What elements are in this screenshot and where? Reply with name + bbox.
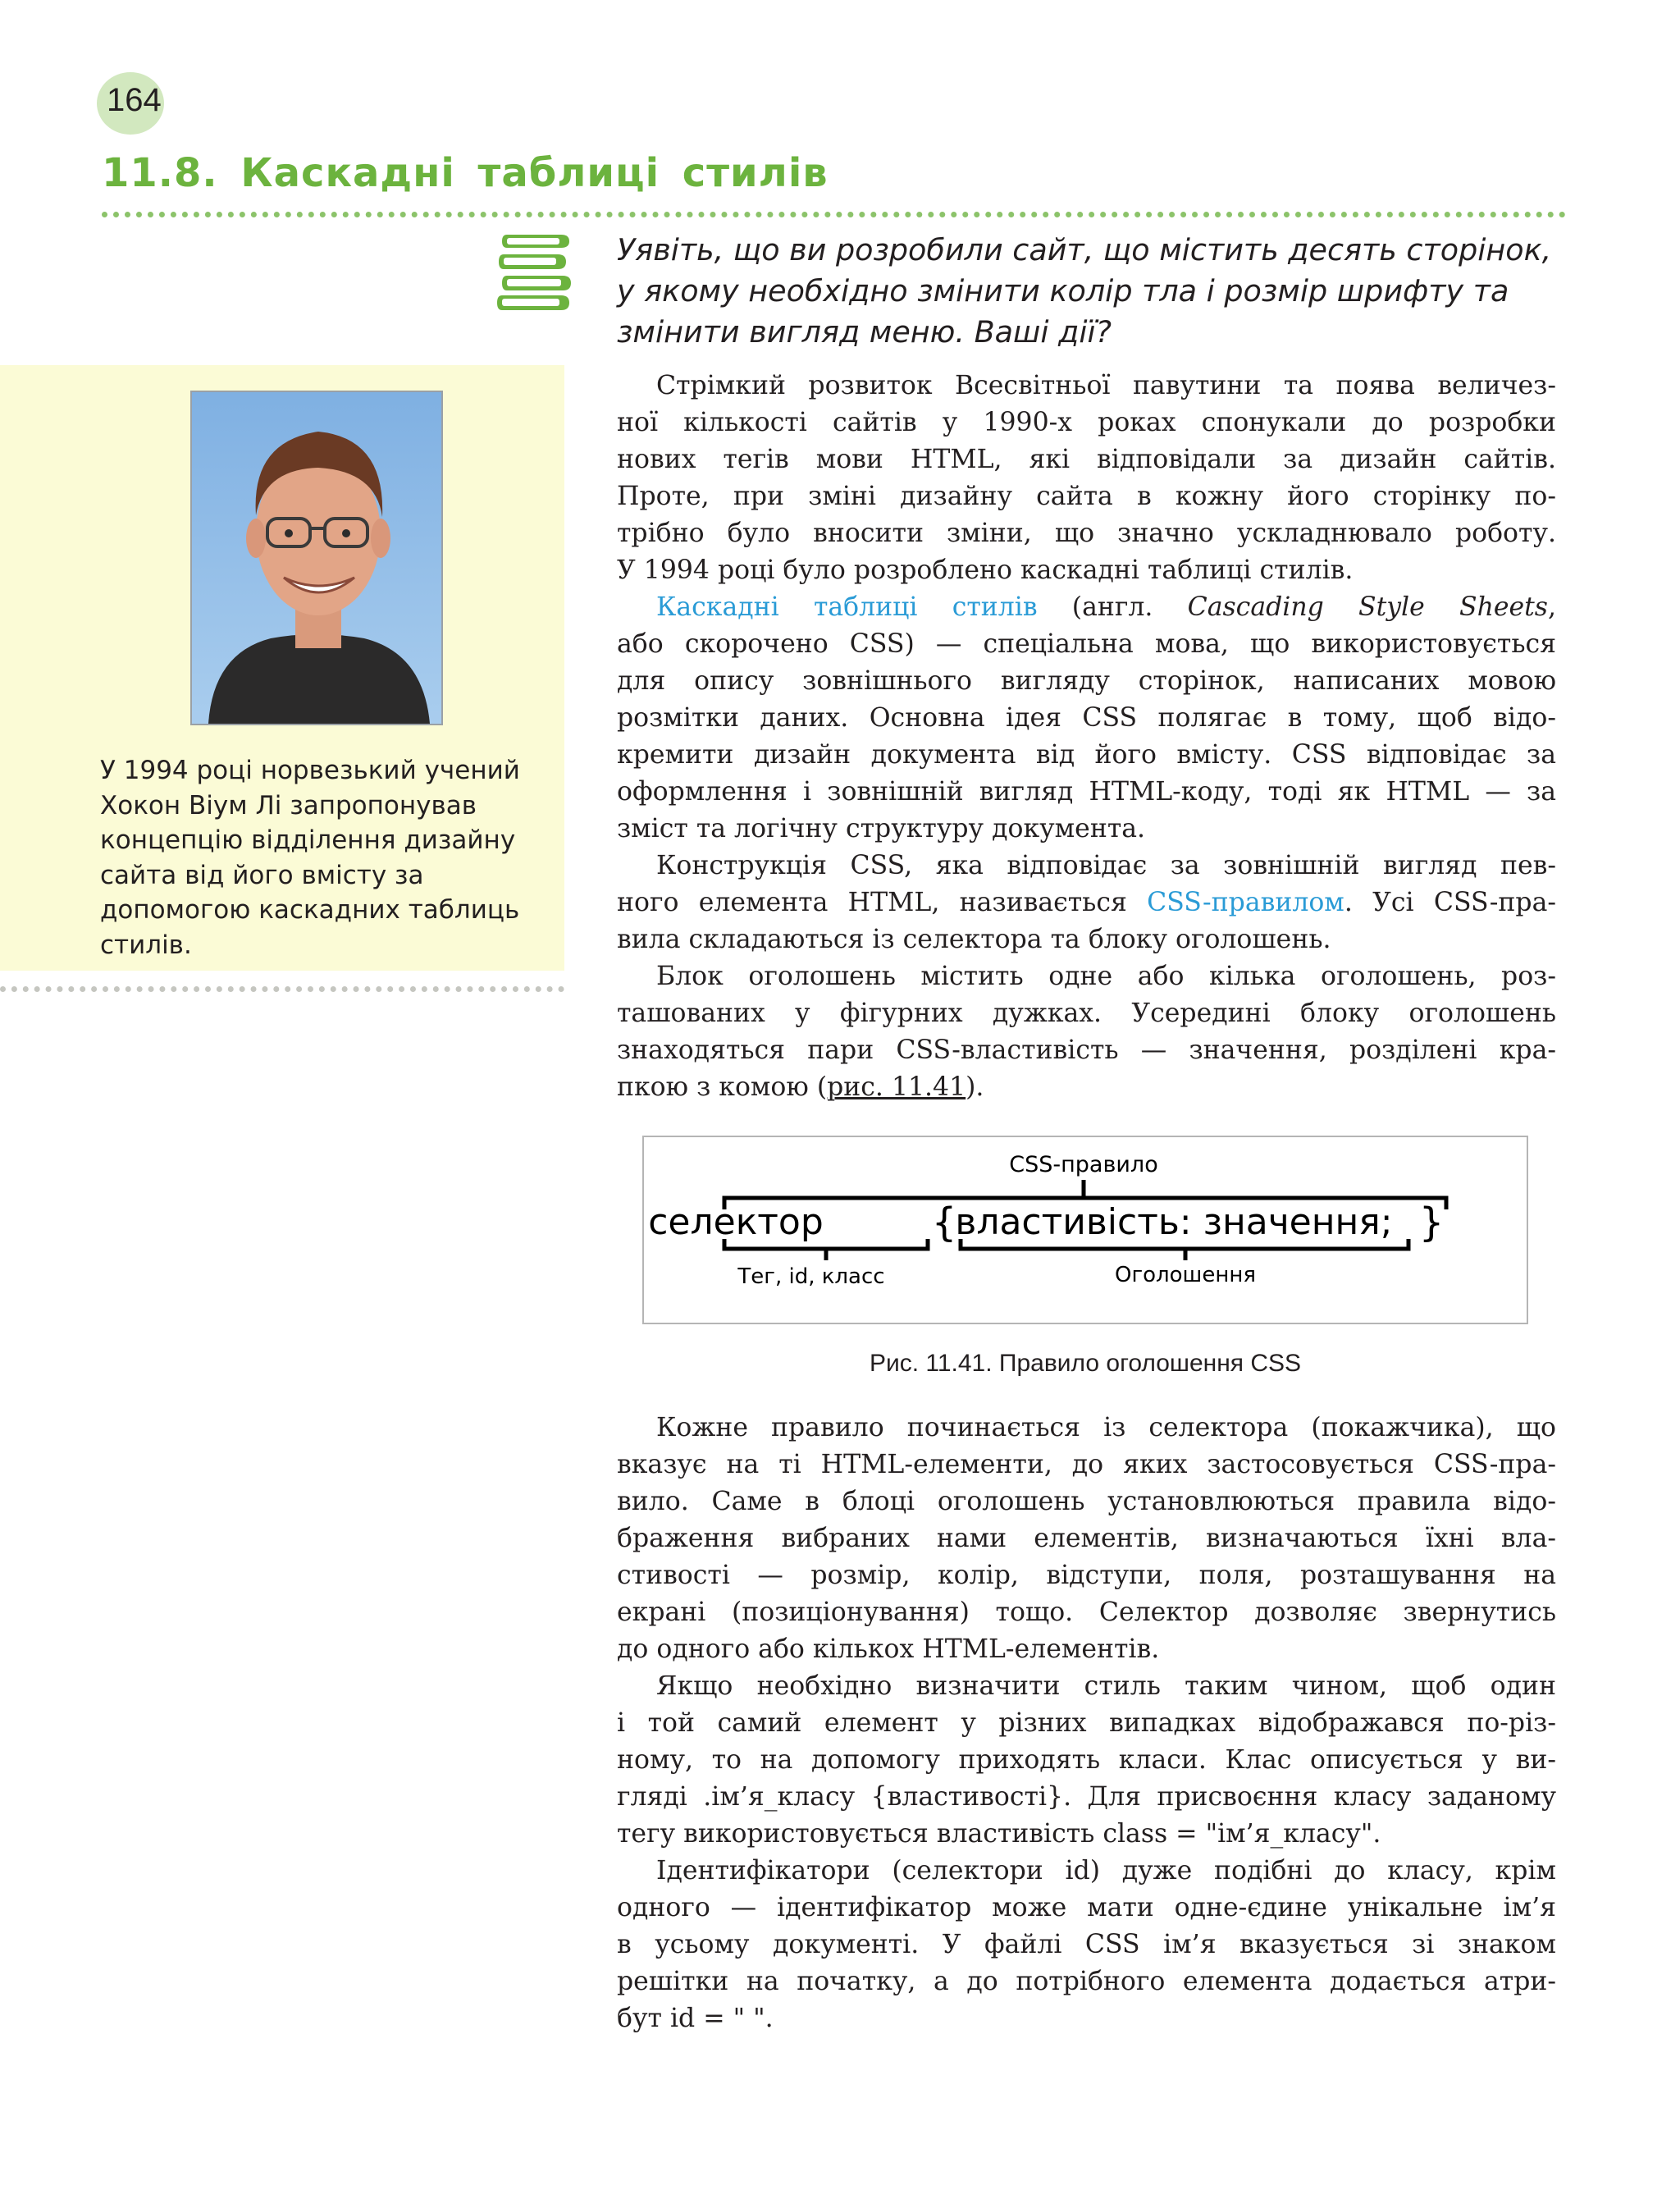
text-line: до одного або кількох HTML-елементів.: [617, 1634, 1160, 1664]
label-css-rule: CSS-правило: [1009, 1152, 1158, 1177]
text-fragment: (англ.: [1037, 592, 1188, 622]
text-line: оформлення і зовнішній вигляд HTML-коду, тоді як HTML — за: [617, 777, 1556, 807]
term-css-rule: CSS-правилом: [1147, 888, 1344, 917]
paragraph-3: [617, 848, 1556, 958]
text-line: Стрімкий розвиток Всесвітньої павутини та поява величез-: [656, 371, 1556, 400]
text-line: стивості — розмір, колір, відступи, поля, розташування на: [617, 1561, 1556, 1590]
label-declarations: Оголошення: [1115, 1263, 1256, 1287]
caption-line: Хокон Віум Лі запропонував: [100, 790, 477, 821]
body-text-upper: [617, 368, 1556, 1106]
text-line: зміст та логічну структуру документа.: [617, 814, 1146, 843]
text-line: тегу використовується властивість class = "ім’я_класу".: [617, 1819, 1381, 1849]
text-line: ному, то на допомогу приходять класи. Клас описується у ви-: [617, 1745, 1556, 1775]
caption-line: стилів.: [100, 930, 192, 960]
brace-close: }: [1418, 1200, 1445, 1246]
paragraph-1: [617, 368, 1556, 589]
text-line: Якщо необхідно визначити стиль таким чином, щоб один: [656, 1671, 1556, 1701]
portrait-photo: [190, 391, 443, 725]
body-text-lower: [617, 1410, 1556, 2037]
css-rule-diagram: [644, 1137, 1527, 1323]
text-fragment: ).: [966, 1072, 984, 1102]
paragraph-7: [617, 1853, 1556, 2037]
intro-line: у якому необхідно змінити колір тла і розмір шрифту та: [617, 273, 1509, 309]
sidebar-divider: [0, 986, 564, 992]
caption-line: сайта від його вмісту за: [100, 860, 424, 890]
paragraph-2: [617, 589, 1556, 848]
caption-line: У 1994 році норвезький учений: [100, 756, 520, 785]
english-term: Cascading Style Sheets: [1187, 592, 1548, 622]
text-line: [617, 885, 1556, 921]
paragraph-5: [617, 1410, 1556, 1668]
text-line: ташованих у фігурних дужках. Усередині блоку оголошень: [617, 999, 1556, 1028]
text-line: або скорочено CSS) — спеціальна мова, що використовується: [617, 629, 1556, 659]
label-selector: селектор: [648, 1201, 824, 1243]
intro-question: [617, 230, 1552, 353]
text-line: знаходяться пари CSS-властивість — значення, розділені кра-: [617, 1035, 1556, 1065]
section-title: 11.8. Каскадні таблиці стилів: [102, 150, 829, 196]
caption-line: концепцію відділення дизайну: [100, 825, 516, 855]
caption-line: допомогою каскадних таблиць: [100, 895, 520, 925]
text-line: кремити дизайн документа від його вмісту. CSS відповідає за: [617, 740, 1556, 770]
text-fragment: пкою з комою (: [617, 1072, 828, 1102]
text-line: Блок оголошень містить одне або кілька оголошень, роз-: [656, 962, 1556, 991]
text-line: і той самий елемент у різних випадках відображався по-різ-: [617, 1708, 1556, 1738]
page-number: 164: [107, 82, 162, 118]
text-line: нових тегів мови HTML, які відповідали за дизайн сайтів.: [617, 445, 1556, 474]
text-line: гляді .ім’я_класу {властивості}. Для присвоєння класу заданому: [617, 1782, 1556, 1812]
portrait-caption: [100, 753, 543, 962]
intro-line: змінити вигляд меню. Ваші дії?: [617, 314, 1112, 350]
term-css: Каскадні таблиці стилів: [656, 592, 1038, 622]
paragraph-4: [617, 958, 1556, 1106]
text-line: браження вибраних нами елементів, визначаються їхні вла-: [617, 1524, 1556, 1553]
text-line: одного — ідентифікатор може мати одне-єдине унікальне ім’я: [617, 1893, 1556, 1922]
books-icon: [495, 231, 576, 313]
portrait-image: [192, 392, 441, 724]
text-line: бут id = " ".: [617, 2004, 774, 2033]
text-line: вказує на ті HTML-елементи, до яких застосовується CSS-пра-: [617, 1450, 1556, 1479]
text-line: Ідентифікатори (селектори id) дуже подібні до класу, крім: [656, 1856, 1556, 1886]
figure-reference-link[interactable]: рис. 11.41: [827, 1072, 966, 1102]
brace-open: {: [931, 1200, 957, 1246]
text-line: [617, 1069, 1556, 1106]
intro-line: Уявіть, що ви розробили сайт, що містить десять сторінок,: [617, 232, 1552, 267]
text-line: для опису зовнішнього вигляду сторінок, написаних мовою: [617, 666, 1556, 696]
text-line: в усьому документі. У файлі CSS ім’я вказується зі знаком: [617, 1930, 1556, 1959]
text-line: [617, 589, 1556, 626]
text-line: вила складаються із селектора та блоку оголошень.: [617, 925, 1331, 954]
text-line: екрані (позиціонування) тощо. Селектор дозволяє звернутись: [617, 1598, 1556, 1627]
text-line: Проте, при зміні дизайну сайта в кожну його сторінку по-: [617, 482, 1556, 511]
label-declaration: властивість: значення;: [955, 1201, 1393, 1243]
text-line: трібно було вносити зміни, що значно ускладнювало роботу.: [617, 519, 1556, 548]
text-fragment: ного елемента HTML, називається: [617, 888, 1148, 917]
text-line: ної кількості сайтів у 1990-х роках спонукали до розробки: [617, 408, 1556, 437]
figure-css-rule: [642, 1136, 1528, 1324]
paragraph-6: [617, 1668, 1556, 1853]
text-line: У 1994 році було розроблено каскадні таблиці стилів.: [617, 555, 1354, 585]
text-fragment: . Усі CSS-пра-: [1344, 888, 1557, 917]
text-line: Кожне правило починається із селектора (покажчика), що: [656, 1413, 1556, 1442]
text-line: вило. Саме в блоці оголошень установлюються правила відо-: [617, 1487, 1556, 1516]
label-tag-id-class: Тег, id, класс: [737, 1264, 885, 1289]
figure-caption: Рис. 11.41. Правило оголошення CSS: [869, 1350, 1302, 1377]
text-line: розмітки даних. Основна ідея CSS полягає в тому, щоб відо-: [617, 703, 1556, 733]
title-divider: [102, 212, 1566, 217]
text-line: решітки на початку, а до потрібного елемента додається атри-: [617, 1967, 1556, 1996]
text-line: Конструкція CSS, яка відповідає за зовнішній вигляд пев-: [656, 851, 1556, 880]
text-fragment: ,: [1547, 592, 1556, 622]
